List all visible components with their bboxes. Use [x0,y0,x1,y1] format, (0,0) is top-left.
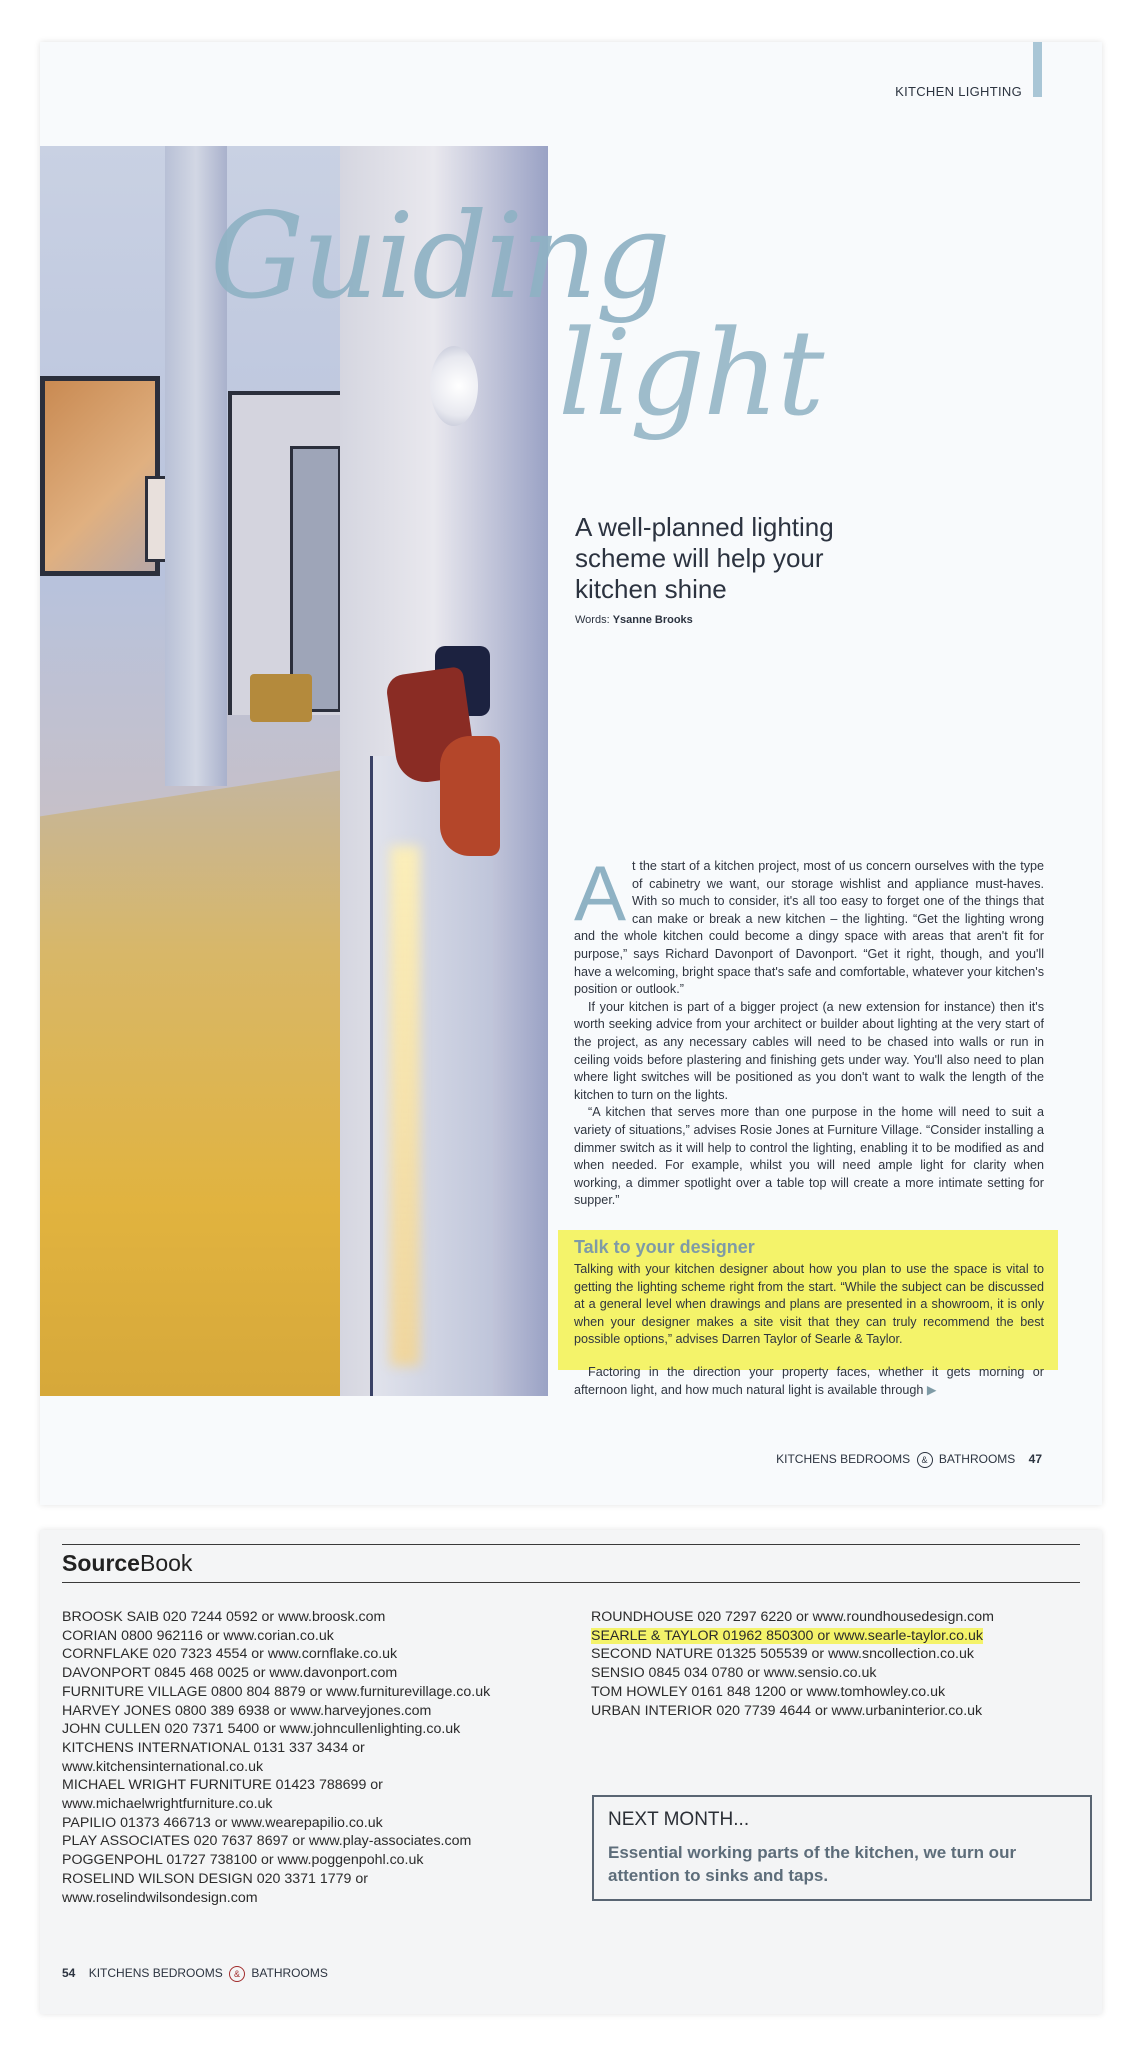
ampersand-logo-icon: & [917,1452,933,1468]
footer-magazine-name-2: BATHROOMS [251,1966,328,1980]
paragraph-3: “A kitchen that serves more than one purpose in the home will need to suit a variety of situations,” advises Rosie Jones at Furniture Village. “Consider installing a dimmer switch as it will help to control the lighting, enabling it to be modified as and when needed. For example, whilst you will need ample light for clarity when working, a dimmer spotlight over a table top will create a more intimate setting for supper.” [574,1105,1044,1208]
drop-cap: A [574,849,627,937]
source-entry: POGGENPOHL 01727 738100 or www.poggenpohl.co.uk [62,1852,424,1869]
photo-stool [250,674,312,722]
paragraph-2: If your kitchen is part of a bigger project (a new extension for instance) then it's worth seeking advice from your architect or builder about lighting at the very start of the project, as any necessary cables will need to be chased into walls or run in ceiling voids before plastering and finishing gets under way. You'll also need to plan where light switches will be positioned as you don't want to walk the length of the kitchen to turn on the lights. [574,999,1044,1102]
magazine-page-47 [40,42,1102,1505]
sourcebook-title [62,1550,192,1577]
page-number: 47 [1028,1452,1042,1466]
photo-led-glow [390,846,420,1366]
source-entry: URBAN INTERIOR 020 7739 4644 or www.urbaninterior.co.uk [591,1702,983,1719]
source-entry: KITCHENS INTERNATIONAL 0131 337 3434 or [62,1739,365,1756]
page-footer [776,1452,1042,1468]
source-entry: SECOND NATURE 01325 505539 or www.sncollection.co.uk [591,1646,974,1663]
next-month-text: Essential working parts of the kitchen, we turn our attention to sinks and taps. [608,1843,1017,1885]
headline-line-2: light [558,304,823,442]
source-entry: www.roselindwilsondesign.com [62,1889,258,1906]
sourcebook-title-bold: Source [62,1550,140,1576]
ampersand-logo-icon: & [229,1966,245,1982]
source-entry: SENSIO 0845 034 0780 or www.sensio.co.uk [591,1665,877,1682]
sourcebook-right-column [591,1608,1091,1720]
source-entry: JOHN CULLEN 020 7371 5400 or www.johncullenlighting.co.uk [62,1721,461,1738]
source-entry: PAPILIO 01373 466713 or www.wearepapilio.co.uk [62,1814,383,1831]
kitchen-photo [40,146,548,1396]
section-label: KITCHEN LIGHTING [895,84,1022,99]
source-entry: www.kitchensinternational.co.uk [62,1758,264,1775]
source-entry: TOM HOWLEY 0161 848 1200 or www.tomhowley.co.uk [591,1683,946,1700]
photo-wall-lamp [430,346,478,426]
source-entry-highlighted [591,1627,1091,1646]
continue-arrow-icon: ▶ [926,1382,937,1397]
headline-line-1: Guiding [210,187,669,325]
source-entry: www.michaelwrightfurniture.co.uk [62,1796,273,1813]
highlighted-entry-text: SEARLE & TAYLOR 01962 850300 or www.searle-taylor.co.uk [591,1627,983,1644]
designer-paragraph: Talking with your kitchen designer about how you plan to use the space is vital to getting the lighting scheme right from the start. “While the subject can be discussed at a general level when drawings and plans are presented in a showroom, it is only when your designer makes a site visit that they can truly recommend the best possible options,” advises Darren Taylor of Searle & Taylor. [574,1262,1044,1347]
subheading-talk-to-designer: Talk to your designer [574,1237,755,1257]
byline-label: Words: [575,614,610,626]
source-entry: CORIAN 0800 962116 or www.corian.co.uk [62,1627,334,1644]
article-body [574,849,1044,1210]
source-entry: BROOSK SAIB 020 7244 0592 or www.broosk.com [62,1609,386,1625]
next-month-heading: NEXT MONTH... [608,1809,750,1830]
source-entry: MICHAEL WRIGHT FURNITURE 01423 788699 or [62,1777,383,1794]
continued-paragraph [574,1364,1044,1399]
source-entry: ROUNDHOUSE 020 7297 6220 or www.roundhousedesign.com [591,1609,994,1625]
standfirst: A well-planned lighting scheme will help your kitchen shine [575,512,834,604]
title-rule [62,1582,1080,1583]
source-entry: FURNITURE VILLAGE 0800 804 8879 or www.furniturevillage.co.uk [62,1683,491,1700]
section-accent-bar [1033,42,1042,97]
photo-door-glazed [290,446,341,712]
source-entry: ROSELIND WILSON DESIGN 020 3371 1779 or [62,1870,368,1887]
footer-magazine-name: KITCHENS BEDROOMS [88,1966,223,1980]
sourcebook-title-regular: Book [139,1550,193,1576]
sourcebook-left-column [62,1608,582,1907]
footer-magazine-name-2: BATHROOMS [938,1452,1016,1466]
next-month-box [592,1795,1092,1901]
top-rule [62,1544,1080,1545]
byline [575,614,693,626]
page-number: 54 [62,1966,76,1980]
paragraph-1 [574,849,1044,999]
source-entry: CORNFLAKE 020 7323 4554 or www.cornflake.co.uk [62,1646,398,1663]
photo-cushion-orange [440,736,500,856]
paragraph-1-text: t the start of a kitchen project, most of us concern ourselves with the type of cabinetry we want, our storage wishlist and appliance must-haves. With so much to consider, it's all too easy to forget one of the things that can make or break a new kitchen – the lighting. “Get the lighting wrong and the whole kitchen could become a dingy space with areas that aren't fit for purpose,” says Richard Davonport of Davonport. “Get it right, though, and you'll have a welcoming, bright space that's safe and comfortable, whatever your kitchen's position or outlook.” [574,859,1044,997]
source-entry: DAVONPORT 0845 468 0025 or www.davonport.com [62,1665,398,1682]
continued-text: Factoring in the direction your property faces, whether it gets morning or afternoon light, and how much natural light is available through [574,1365,1044,1397]
source-entry: HARVEY JONES 0800 389 6938 or www.harveyjones.com [62,1702,432,1719]
photo-window-left [40,376,160,576]
magazine-page-54 [40,1530,1102,2014]
page-footer [62,1966,328,1982]
source-entry: PLAY ASSOCIATES 020 7637 8697 or www.play-associates.com [62,1833,472,1850]
footer-magazine-name: KITCHENS BEDROOMS [776,1452,911,1466]
byline-author: Ysanne Brooks [612,614,693,626]
